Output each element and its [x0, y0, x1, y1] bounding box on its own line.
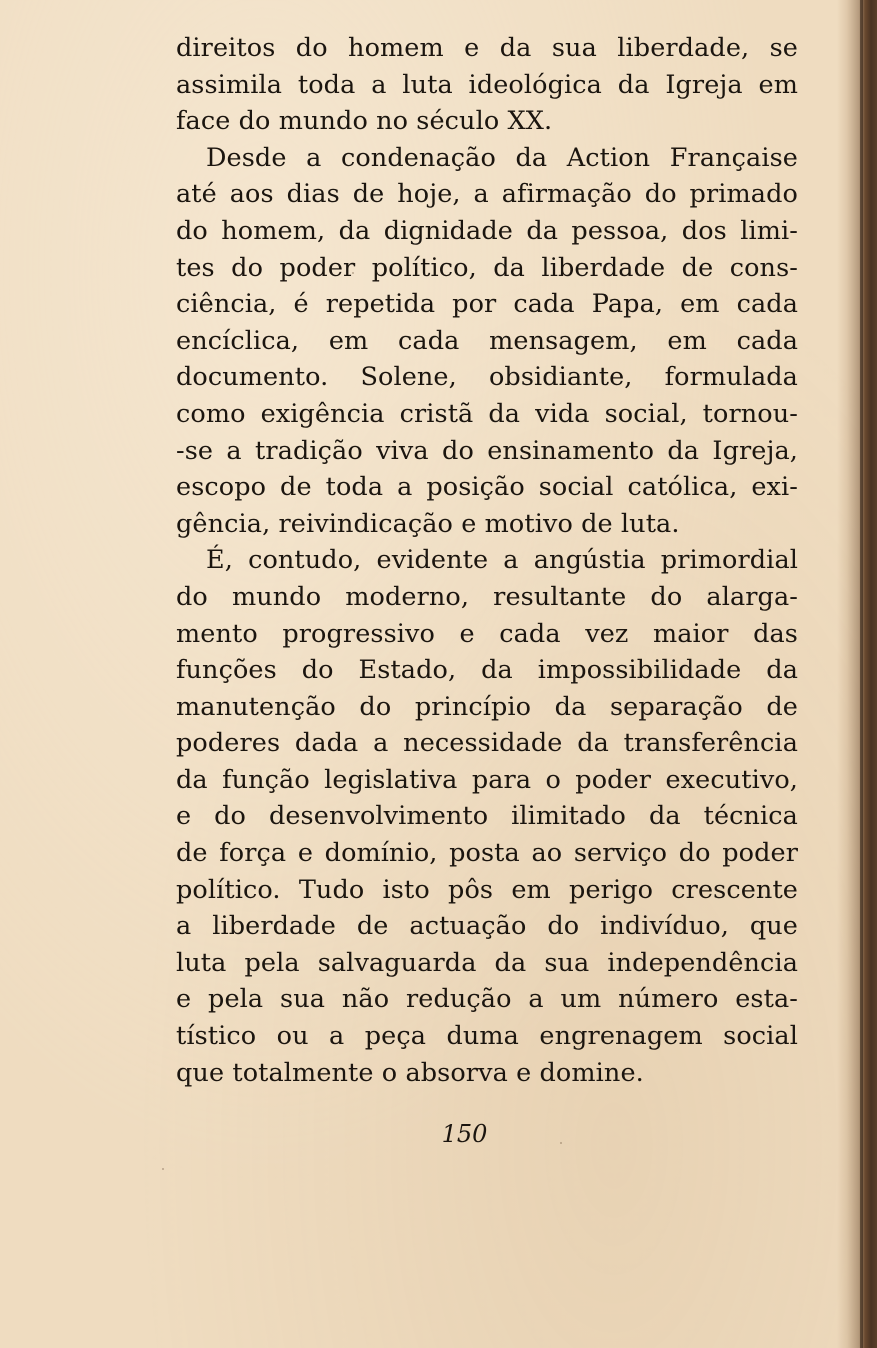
paper-speck — [560, 1142, 562, 1144]
text-line: escopo de toda a posição social católica, exi- — [176, 472, 798, 503]
text-line: poderes dada a necessidade da transferência — [176, 728, 798, 759]
text-line: que totalmente o absorva e domine. — [176, 1057, 644, 1088]
book-spine-shadow — [837, 0, 877, 1348]
text-line: funções do Estado, da impossibilidade da — [176, 655, 798, 686]
text-line: político. Tudo isto pôs em perigo crescente — [176, 874, 798, 905]
text-line: direitos do homem e da sua liberdade, se — [176, 33, 798, 63]
text-line: do homem, da dignidade da pessoa, dos limi- — [176, 215, 798, 246]
text-line: do mundo moderno, resultante do alarga- — [176, 581, 798, 612]
text-line: de força e domínio, posta ao serviço do poder — [176, 838, 798, 869]
body-text — [176, 30, 798, 1091]
text-line: encíclica, em cada mensagem, em cada — [176, 325, 798, 356]
text-line: até aos dias de hoje, a afirmação do primado — [176, 179, 798, 210]
text-line: Desde a condenação da Action Française — [206, 142, 798, 173]
text-line: tes do poder político, da liberdade de cons- — [176, 252, 798, 283]
text-line: a liberdade de actuação do indivíduo, que — [176, 911, 798, 942]
text-line: tístico ou a peça duma engrenagem social — [176, 1021, 798, 1052]
text-line: mento progressivo e cada vez maior das — [176, 618, 798, 649]
paper-speck — [162, 1168, 164, 1170]
text-line: face do mundo no século XX. — [176, 106, 553, 137]
text-line: gência, reivindicação e motivo de luta. — [176, 508, 680, 539]
text-line: documento. Solene, obsidiante, formulada — [176, 362, 798, 393]
text-line: e pela sua não redução a um número esta- — [176, 984, 798, 1015]
paper-speck — [352, 272, 354, 274]
page-number: 150 — [441, 1120, 488, 1148]
text-line: É, contudo, evidente a angústia primordial — [206, 545, 798, 576]
text-line: -se a tradição viva do ensinamento da Igreja, — [176, 435, 798, 466]
paragraph-1 — [176, 30, 798, 140]
text-line: da função legislativa para o poder executivo, — [176, 764, 798, 795]
text-line: manutenção do princípio da separação de — [176, 691, 798, 722]
paragraph-3 — [176, 542, 798, 1091]
text-line: e do desenvolvimento ilimitado da técnica — [176, 801, 798, 832]
book-spine-edge — [860, 0, 863, 1348]
text-line: assimila toda a luta ideológica da Igreja em — [176, 69, 798, 100]
text-line: ciência, é repetida por cada Papa, em cada — [176, 289, 798, 320]
paragraph-2 — [176, 140, 798, 543]
text-line: como exigência cristã da vida social, tornou- — [176, 398, 798, 429]
text-line: luta pela salvaguarda da sua independência — [176, 947, 798, 978]
